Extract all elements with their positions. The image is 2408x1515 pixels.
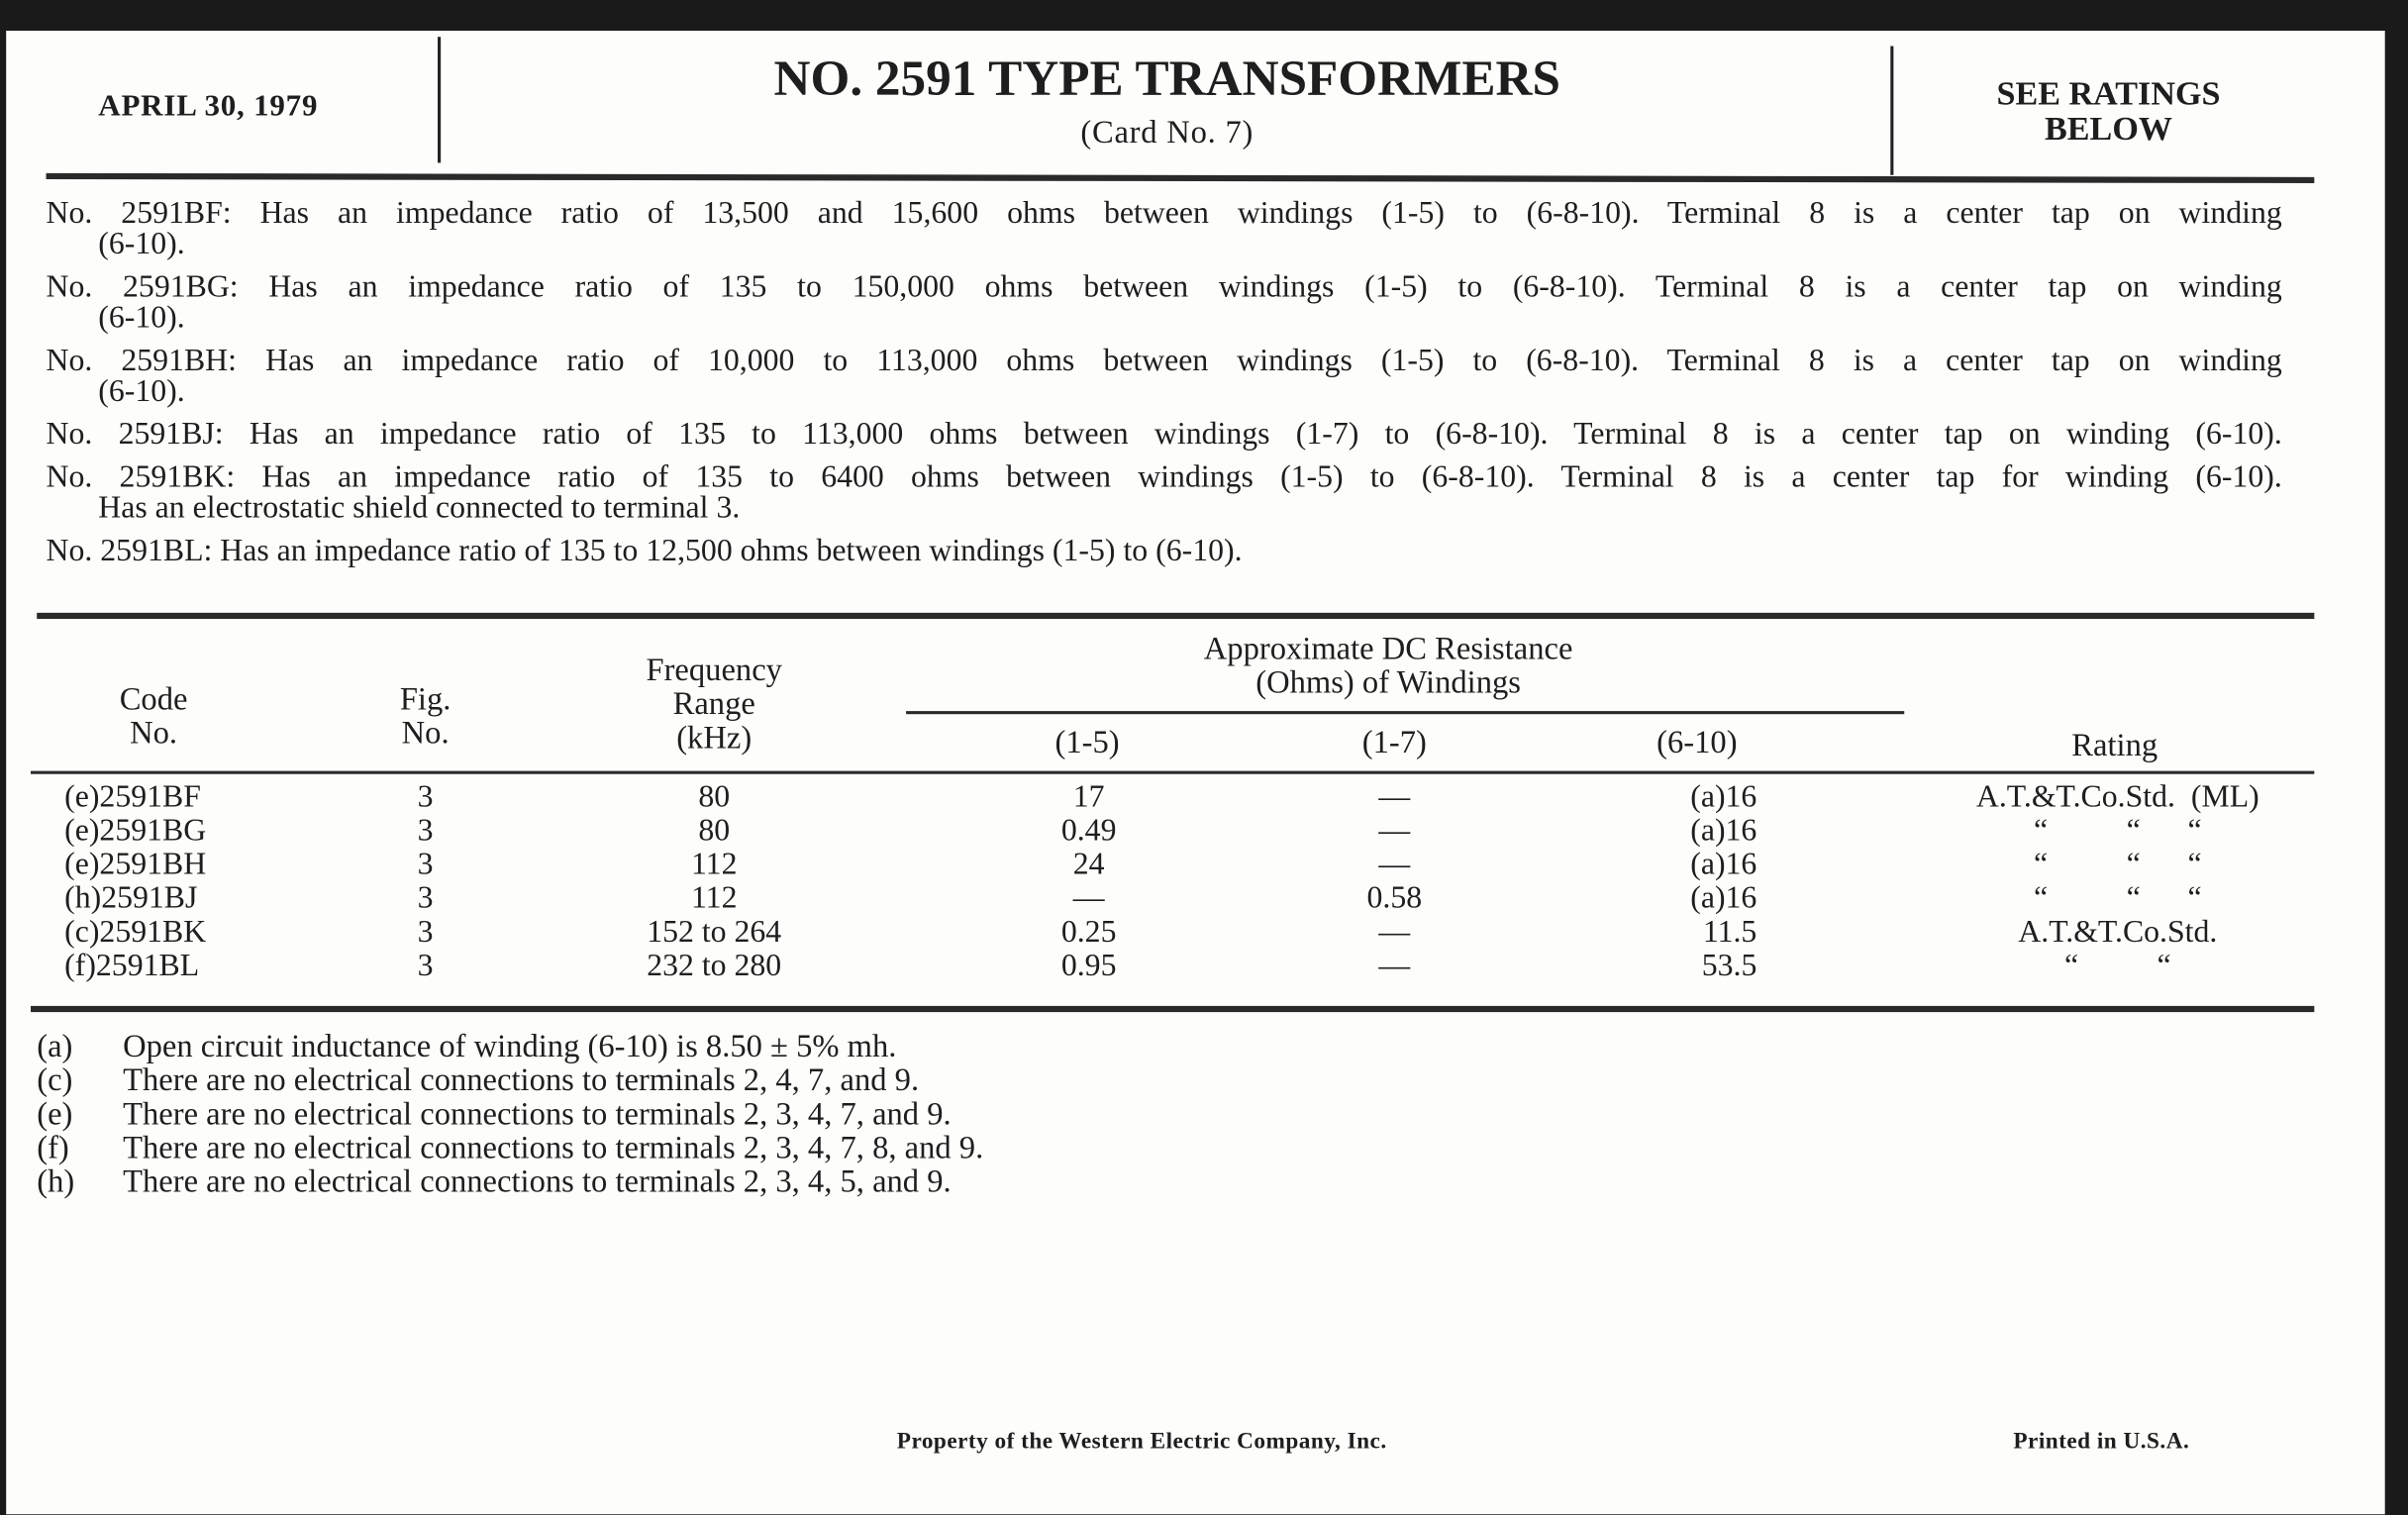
cell-frequency: 112 [690,881,738,916]
footer-property: Property of the Western Electric Company, Inc. [896,1429,1387,1455]
col-header-code [77,682,231,750]
cell-resistance-6-10: 53.5 [1701,949,1757,983]
footnote-text: There are no electrical connections to terminals 2, 3, 4, 7, 8, and 9. [123,1128,984,1166]
description-entry: No. 2591BK: Has an impedance ratio of 135 to 6400 ohms between windings (1-5) to (6-8-10). Terminal 8 is a center tap for winding (6-10). [46,460,2282,495]
col-header-frequency-line1: Frequency [646,651,782,688]
cell-code: (e)2591BG [64,814,207,849]
cell-frequency: 80 [698,814,731,849]
cell-resistance-1-5: — [1072,881,1105,916]
footnote-mark: (a) [37,1027,73,1064]
table-row [6,915,2384,949]
cell-fig: 3 [417,881,434,916]
col-header-fig-line2: No. [401,714,450,752]
cell-resistance-1-7: — [1378,949,1411,983]
table-row [6,780,2384,814]
cell-rating: “ “ [2063,949,2171,983]
description-continuation: Has an electrostatic shield connected to terminal 3. [98,491,741,526]
col-header-rating: Rating [2071,726,2158,763]
cell-resistance-1-5: 24 [1072,848,1105,882]
table-header-rule [31,771,2314,774]
cell-rating: A.T.&T.Co.Std. (ML) [1975,779,2259,815]
cell-resistance-1-7: — [1378,779,1411,815]
ratings-note-line2: BELOW [2045,109,2172,148]
cell-resistance-6-10: 11.5 [1702,915,1757,950]
description-entry: No. 2591BL: Has an impedance ratio of 135 to 12,500 ohms between windings (1-5) to (6-10). [46,534,1243,568]
col-header-frequency [607,651,822,757]
footnote-mark: (f) [37,1128,69,1166]
description-continuation: (6-10). [98,300,185,336]
footnote-mark: (c) [37,1060,73,1098]
cell-resistance-6-10: (a)16 [1690,779,1757,815]
description-entry: No. 2591BG: Has an impedance ratio of 135 to 150,000 ohms between windings (1-5) to (6-8-10). Terminal 8 is a center tap on winding [46,269,2282,305]
cell-resistance-6-10: (a)16 [1690,814,1757,849]
cell-code: (h)2591BJ [64,881,198,916]
col-group-resistance-line1: Approximate DC Resistance [1203,629,1573,667]
cell-rating: “ “ “ [2034,848,2202,882]
cell-resistance-6-10: (a)16 [1690,881,1757,916]
cell-rating: “ “ “ [2034,881,2202,916]
table-bottom-rule [31,1006,2314,1012]
table-row [6,814,2384,848]
cell-resistance-1-5: 17 [1072,779,1105,815]
cell-fig: 3 [417,848,434,882]
description-entry: No. 2591BF: Has an impedance ratio of 13,500 and 15,600 ohms between windings (1-5) to (6-8-10). Terminal 8 is a center tap on winding [46,196,2282,231]
cell-frequency: 152 to 264 [647,915,782,950]
table-row [6,881,2384,915]
table-row [6,848,2384,881]
cell-code: (e)2591BF [64,779,201,815]
description-entry: No. 2591BH: Has an impedance ratio of 10,000 to 113,000 ohms between windings (1-5) to (6-8-10). Terminal 8 is a center tap on winding [46,344,2282,378]
cell-resistance-6-10: (a)16 [1690,848,1757,882]
footnote-text: There are no electrical connections to terminals 2, 3, 4, 5, and 9. [123,1162,952,1200]
cell-resistance-1-5: 0.95 [1060,949,1117,983]
col-header-r610: (6-10) [1656,723,1738,760]
cell-resistance-1-7: — [1378,848,1411,882]
description-entry: No. 2591BJ: Has an impedance ratio of 135 to 113,000 ohms between windings (1-7) to (6-8-10). Terminal 8 is a center tap on winding (6-10). [46,417,2282,452]
footnote-text: There are no electrical connections to terminals 2, 3, 4, 7, and 9. [123,1094,952,1133]
cell-frequency: 112 [690,848,738,882]
footnote-text: There are no electrical connections to terminals 2, 4, 7, and 9. [123,1060,920,1098]
col-header-fig-line1: Fig. [399,680,452,718]
cell-fig: 3 [417,949,434,983]
descriptions-rule [37,613,2314,619]
cell-fig: 3 [417,779,434,815]
cell-frequency: 232 to 280 [647,949,782,983]
col-header-code-line2: No. [130,714,178,752]
cell-resistance-1-5: 0.25 [1060,915,1117,950]
cell-fig: 3 [417,915,434,950]
description-continuation: (6-10). [98,227,185,261]
card-date: APRIL 30, 1979 [98,88,319,124]
cell-resistance-1-7: — [1378,814,1411,849]
cell-code: (f)2591BL [64,949,200,983]
col-header-fig [364,682,487,750]
page-title: NO. 2591 TYPE TRANSFORMERS [773,51,1560,108]
col-header-r15: (1-5) [1054,723,1120,760]
col-header-frequency-line3: (kHz) [676,718,752,757]
cell-fig: 3 [417,814,434,849]
footnote-mark: (e) [37,1094,73,1133]
ratings-note-line1: SEE RATINGS [1996,73,2221,113]
col-header-r17: (1-7) [1361,723,1427,760]
cell-rating: A.T.&T.Co.Std. [2018,915,2218,950]
header-rule [47,173,2315,183]
col-group-resistance [1081,629,1695,701]
cell-code: (c)2591BK [64,915,207,950]
card-number: (Card No. 7) [1080,113,1254,151]
resistance-group-rule [906,711,1904,714]
description-continuation: (6-10). [98,374,185,409]
transformer-data-card [6,31,2384,1514]
cell-resistance-1-7: — [1378,915,1411,950]
cell-resistance-1-5: 0.49 [1060,814,1117,849]
cell-rating: “ “ “ [2034,814,2202,849]
table-row [6,950,2384,983]
footer-printed: Printed in U.S.A. [2013,1429,2190,1455]
col-group-resistance-line2: (Ohms) of Windings [1255,663,1521,701]
footnote-mark: (h) [37,1162,75,1200]
footnote-text: Open circuit inductance of winding (6-10) is 8.50 ± 5% mh. [123,1027,897,1064]
col-header-code-line1: Code [119,680,188,718]
cell-resistance-1-7: 0.58 [1366,881,1423,916]
col-header-frequency-line2: Range [672,684,755,722]
cell-code: (e)2591BH [64,848,207,882]
cell-frequency: 80 [698,779,731,815]
